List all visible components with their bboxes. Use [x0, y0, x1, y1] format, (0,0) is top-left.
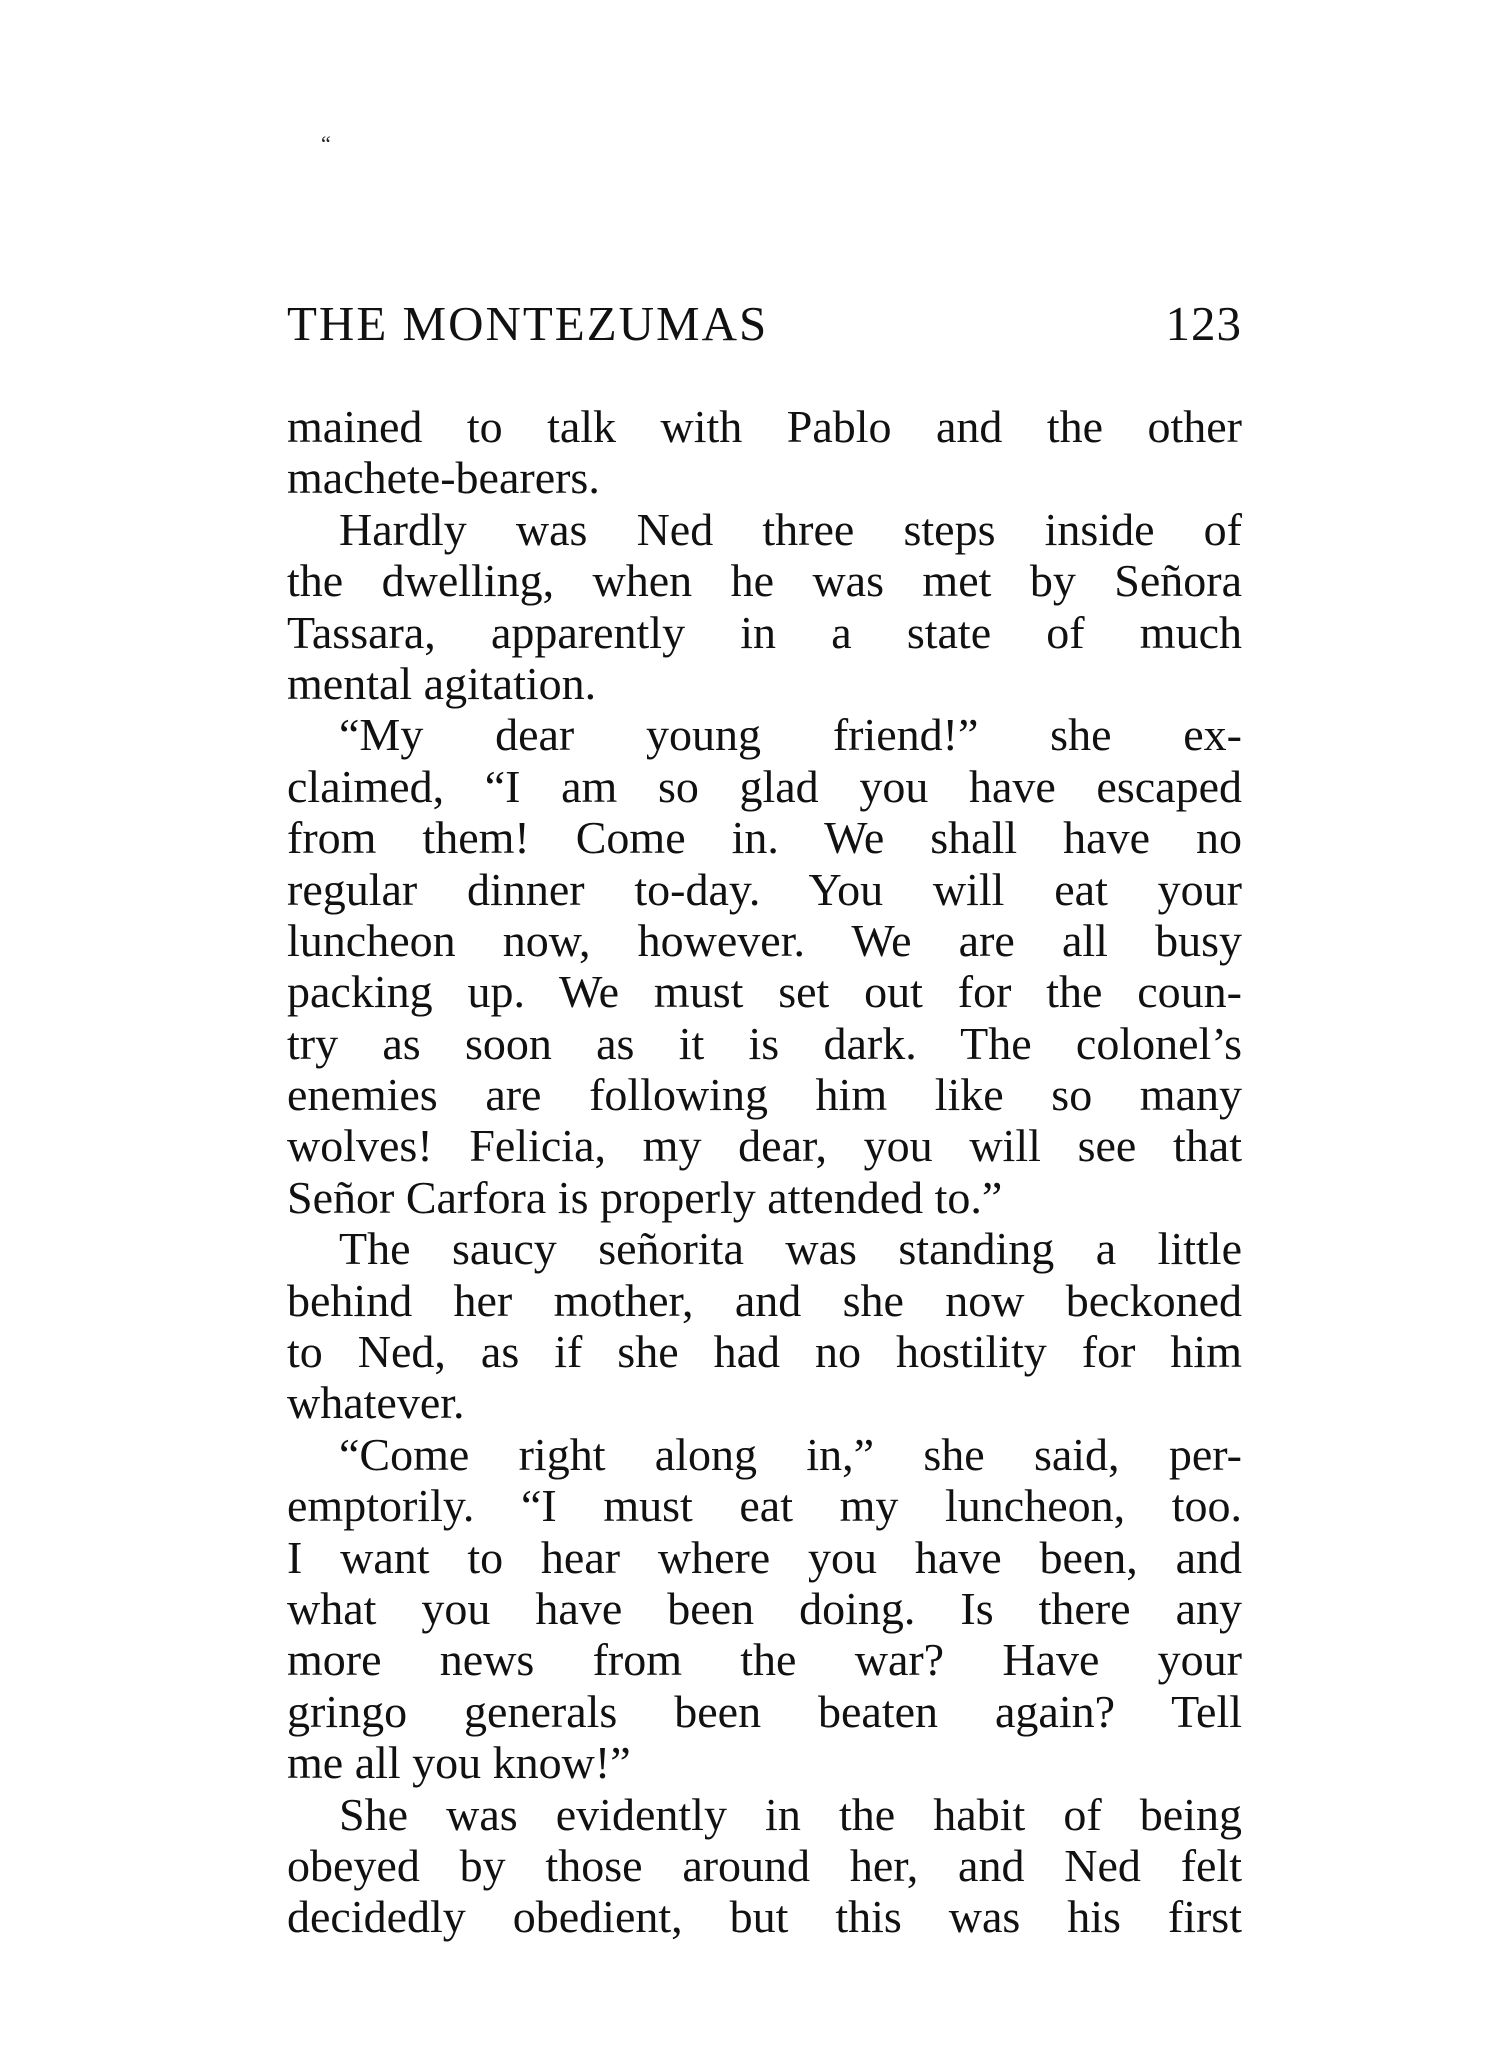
- text-line: I want to hear where you have been, and: [287, 1531, 1242, 1583]
- text-line: more news from the war? Have your: [287, 1634, 1242, 1686]
- text-line: “Come right along in,” she said, per-: [339, 1428, 1242, 1480]
- text-line: mental agitation.: [287, 657, 597, 709]
- text-line: luncheon now, however. We are all busy: [287, 914, 1242, 966]
- ink-mark: “: [321, 131, 331, 156]
- text-line: claimed, “I am so glad you have escaped: [287, 760, 1242, 812]
- body-text: [287, 401, 1242, 1943]
- text-line: mained to talk with Pablo and the other: [287, 401, 1242, 452]
- text-line: gringo generals been beaten again? Tell: [287, 1685, 1242, 1737]
- text-line: decidedly obedient, but this was his first: [287, 1891, 1242, 1943]
- page-header: [287, 294, 1242, 354]
- text-line: to Ned, as if she had no hostility for him: [287, 1326, 1242, 1378]
- text-line: the dwelling, when he was met by Señora: [287, 555, 1242, 607]
- text-line: “My dear young friend!” she ex-: [339, 709, 1242, 761]
- text-line: packing up. We must set out for the coun-: [287, 966, 1242, 1018]
- text-line: behind her mother, and she now beckoned: [287, 1274, 1242, 1326]
- text-line: whatever.: [287, 1377, 465, 1429]
- text-line: regular dinner to-day. You will eat your: [287, 863, 1242, 915]
- text-line: She was evidently in the habit of being: [339, 1788, 1242, 1840]
- text-line: emptorily. “I must eat my luncheon, too.: [287, 1480, 1242, 1532]
- running-title: THE MONTEZUMAS: [287, 296, 769, 351]
- text-line: from them! Come in. We shall have no: [287, 812, 1242, 864]
- text-line: Señor Carfora is properly attended to.”: [287, 1171, 1003, 1223]
- text-line: The saucy señorita was standing a little: [339, 1223, 1242, 1275]
- text-line: machete-bearers.: [287, 452, 600, 504]
- text-line: wolves! Felicia, my dear, you will see that: [287, 1120, 1242, 1172]
- text-line: me all you know!”: [287, 1737, 631, 1789]
- text-line: enemies are following him like so many: [287, 1069, 1242, 1121]
- text-line: Tassara, apparently in a state of much: [287, 606, 1242, 658]
- text-line: obeyed by those around her, and Ned felt: [287, 1839, 1242, 1891]
- page-number: 123: [1165, 296, 1242, 351]
- text-line: try as soon as it is dark. The colonel’s: [287, 1017, 1242, 1069]
- text-line: Hardly was Ned three steps inside of: [339, 503, 1242, 555]
- text-line: what you have been doing. Is there any: [287, 1582, 1242, 1634]
